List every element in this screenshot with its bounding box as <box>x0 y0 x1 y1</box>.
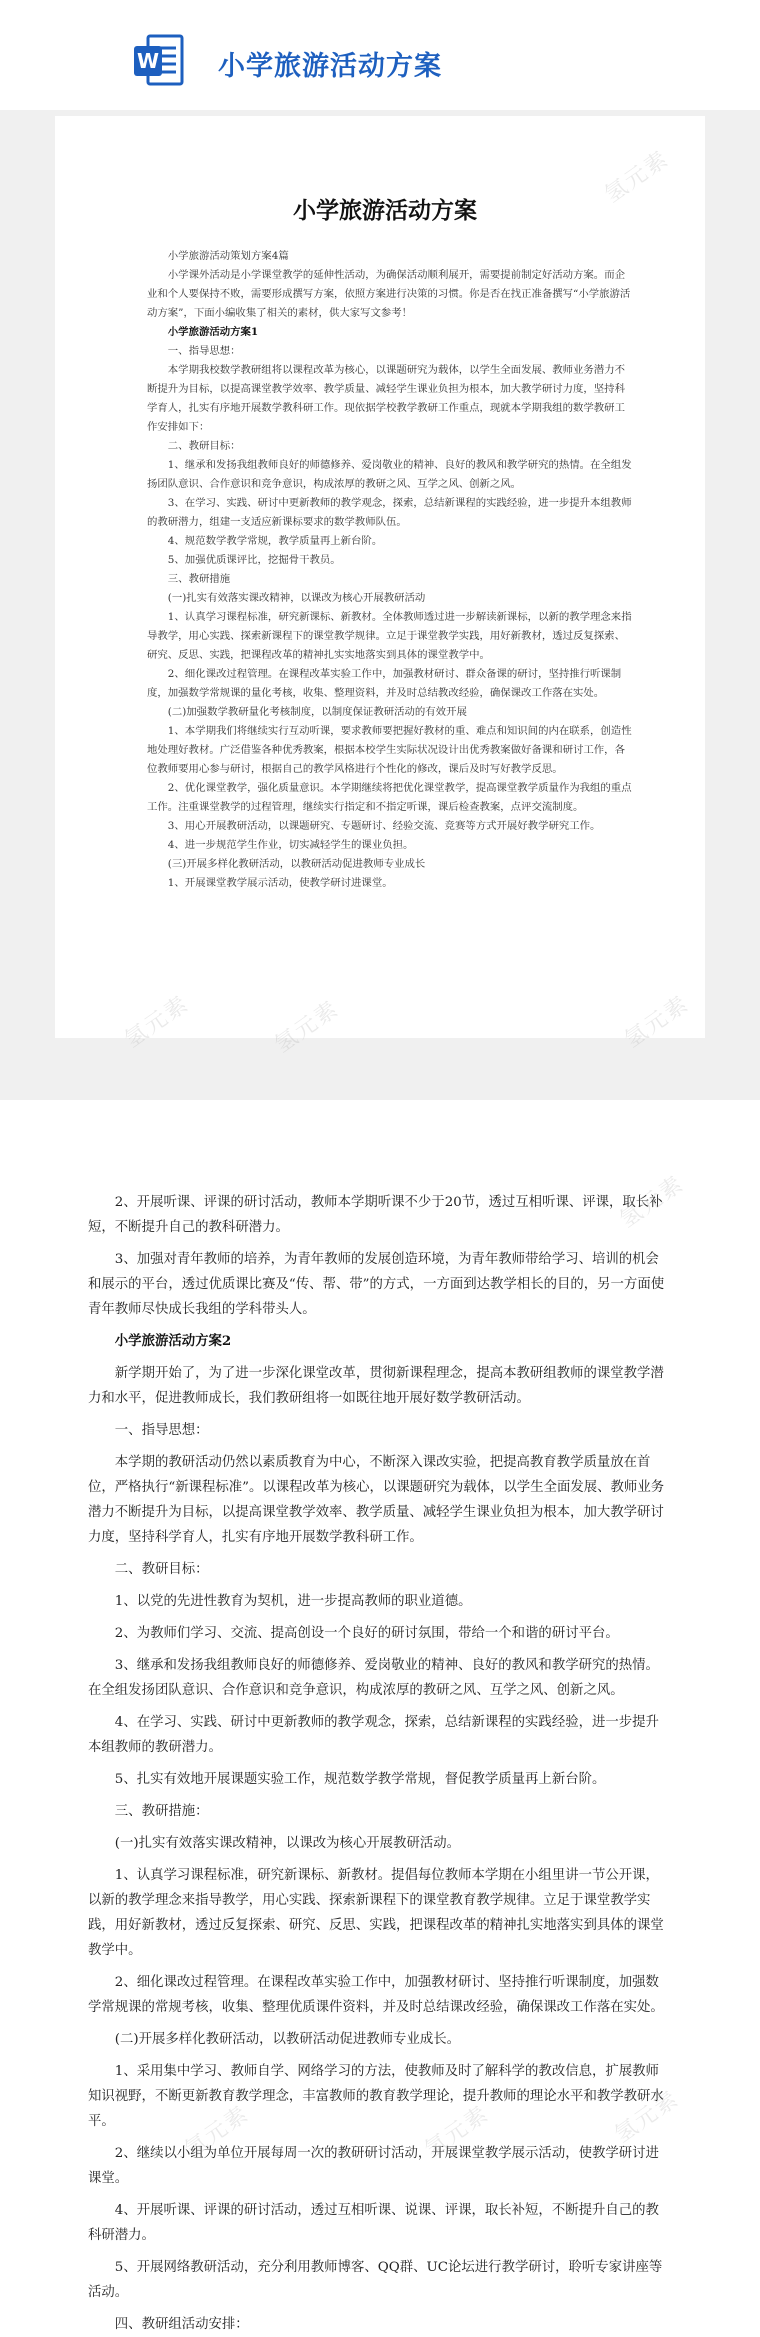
paragraph: 1、认真学习课程标准，研究新课标、新教材。提倡每位教师本学期在小组里讲一节公开课，以新的教学理念来指导教学，用心实践、探索新课程下的课堂教育教学规律。立足于课堂教学实践，用好新教材，透过反复探索、研究、反思、实践，把课程改革的精神扎实地落实到具体的课堂教学中。 <box>88 1868 664 1958</box>
brand-title: 小学旅游活动方案 <box>218 51 442 82</box>
document-title: 小学旅游活动方案 <box>293 198 477 224</box>
paragraph: (一)扎实有效落实课改精神，以课改为核心开展教研活动 <box>167 592 426 604</box>
paragraph: 一、指导思想： <box>114 1423 209 1438</box>
document-page-2 <box>0 1100 760 2332</box>
watermark: 氢元素 <box>180 2101 254 2164</box>
svg-text:W: W <box>136 49 160 73</box>
paragraph: (三)开展多样化教研活动，以教研活动促进教师专业成长 <box>167 858 426 870</box>
brand-header <box>0 0 760 110</box>
paragraph: 1、认真学习课程标准，研究新课标、新教材。全体教师透过进一步解读新课标，以新的教学理念来指导教学，用心实践、探索新课程下的课堂教学规律。立足于课堂教学实践，用好新教材，透过反复探索、研究、反思、实践，把课程改革的精神扎实实地落实到具体的课堂教学中。 <box>147 611 632 661</box>
paragraph: 1、开展课堂教学展示活动，使教学研讨进课堂。 <box>167 877 393 889</box>
paragraph: 2、细化课改过程管理。在课程改革实验工作中，加强教材研讨、坚持推行听课制度，加强数学常规课的常规考核，收集、整理优质课件资料，并及时总结课改经验，确保课改工作落在实处。 <box>88 1975 664 2015</box>
paragraph: 三、教研措施： <box>114 1804 209 1819</box>
paragraph: 二、教研目标： <box>167 440 241 452</box>
paragraph: 小学课外活动是小学课堂教学的延伸性活动，为确保活动顺利展开，需要提前制定好活动方案。而企业和个人要保持不败，需要形成撰写方案，依照方案进行决策的习惯。你是否在找正准备撰写“小学旅游活动方案”，下面小编收集了相关的素材，供大家写文参考！ <box>147 269 631 319</box>
paragraph: 1、继承和发扬我组教师良好的师德修养、爱岗敬业的精神、良好的教风和教学研究的热情。在全组发扬团队意识、合作意识和竞争意识，构成浓厚的教研之风、互学之风、创新之风。 <box>147 459 632 490</box>
paragraph: 5、扎实有效地开展课题实验工作，规范数学教学常规，督促教学质量再上新台阶。 <box>114 1772 606 1787</box>
document-page-1 <box>55 116 705 1038</box>
paragraph: 3、继承和发扬我组教师良好的师德修养、爱岗敬业的精神、良好的教风和教学研究的热情。在全组发扬团队意识、合作意识和竞争意识，构成浓厚的教研之风、互学之风、创新之风。 <box>88 1658 659 1698</box>
watermark: 氢元素 <box>620 991 694 1054</box>
paragraph: 一、指导思想： <box>167 345 241 357</box>
watermark: 氢元素 <box>615 1171 689 1234</box>
paragraph: 1、本学期我们将继续实行互动听课，要求教师要把握好教材的重、难点和知识间的内在联系，创造性地处理好教材。广泛借鉴各种优秀教案，根据本校学生实际状况设计出优秀教案做好备课和研讨工作，各位教师要用心参与研讨，根据自己的教学风格进行个性化的修改，课后及时写好教学反思。 <box>147 725 632 775</box>
watermark: 氢元素 <box>120 991 194 1054</box>
paragraph: 三、教研措施 <box>167 573 231 585</box>
paragraph: 4、在学习、实践、研讨中更新教师的教学观念，探索，总结新课程的实践经验，进一步提升本组教师的教研潜力。 <box>88 1715 659 1755</box>
paragraph: 5、加强优质课评比，挖掘骨干教员。 <box>167 554 341 566</box>
section-heading: 小学旅游活动方案2 <box>114 1333 232 1349</box>
paragraph: 2、开展听课、评课的研讨活动，教师本学期听课不少于20节，透过互相听课、评课，取长补短，不断提升自己的教科研潜力。 <box>88 1195 663 1235</box>
paragraph: 二、教研目标： <box>114 1562 209 1577</box>
paragraph: 1、采用集中学习、教师自学、网络学习的方法，使教师及时了解科学的教改信息，扩展教师知识视野，不断更新教育教学理念，丰富教师的教育教学理论，提升教师的理论水平和教学教研水平。 <box>88 2064 664 2129</box>
watermark: 氢元素 <box>610 2086 684 2149</box>
paragraph: 3、加强对青年教师的培养，为青年教师的发展创造环境，为青年教师带给学习、培训的机会和展示的平台，透过优质课比赛及“传、帮、带”的方式，一方面到达教学相长的目的，另一方面使青年教师尽快成长我组的学科带头人。 <box>88 1252 665 1317</box>
paragraph: 本学期我校数学教研组将以课程改革为核心，以课题研究为载体，以学生全面发展、教师业务潜力不断提升为目标，以提高课堂教学效率、教学质量、减轻学生课业负担为根本，加大教学研讨力度，坚持科学育人，扎实有序地开展数学教科研工作。现依据学校教学教研工作重点，现就本学期我组的数学教研工作安排如下： <box>147 364 625 433</box>
watermark: 氢元素 <box>420 2101 494 2164</box>
paragraph: 1、以党的先进性教育为契机，进一步提高教师的职业道德。 <box>114 1594 472 1609</box>
watermark: 氢元素 <box>270 996 344 1059</box>
paragraph: 2、继续以小组为单位开展每周一次的教研研讨活动，开展课堂教学展示活动，使教学研讨进课堂。 <box>88 2146 659 2186</box>
section-heading: 小学旅游活动方案1 <box>167 326 259 338</box>
paragraph: 3、在学习、实践、研讨中更新教师的教学观念，探索，总结新课程的实践经验，进一步提升本组教师的教研潜力，组建一支适应新课标要求的数学教师队伍。 <box>147 497 632 528</box>
paragraph: 4、进一步规范学生作业，切实减轻学生的课业负担。 <box>167 839 414 851</box>
word-document-icon <box>130 32 200 92</box>
paragraph: 新学期开始了，为了进一步深化课堂改革，贯彻新课程理念，提高本教研组教师的课堂教学潜力和水平，促进教师成长，我们教研组将一如既往地开展好数学教研活动。 <box>88 1366 664 1406</box>
paragraph: 4、开展听课、评课的研讨活动，透过互相听课、说课、评课，取长补短，不断提升自己的教科研潜力。 <box>88 2203 659 2243</box>
paragraph: 本学期的教研活动仍然以素质教育为中心，不断深入课改实验，把提高教育教学质量放在首位，严格执行“新课程标准”。以课程改革为核心，以课题研究为载体，以学生全面发展、教师业务潜力不断提升为目标，以提高课堂教学效率、教学质量、减轻学生课业负担为根本，加大教学研讨力度，坚持科学育人，扎实有序地开展数学教科研工作。 <box>88 1455 665 1545</box>
paragraph: 5、开展网络教研活动，充分利用教师博客、QQ群、UC论坛进行教学研讨，聆听专家讲座等活动。 <box>88 2260 663 2300</box>
paragraph: 小学旅游活动策划方案4篇 <box>167 250 289 262</box>
watermark: 氢元素 <box>600 146 674 209</box>
paragraph: (二)加强数学教研量化考核制度，以制度保证教研活动的有效开展 <box>167 706 467 718</box>
page-1-body <box>147 247 633 893</box>
paragraph: 2、优化课堂教学，强化质量意识。本学期继续将把优化课堂教学，提高课堂教学质量作为我组的重点工作。注重课堂教学的过程管理，继续实行指定和不指定听课，课后检查教案，点评交流制度。 <box>147 782 632 813</box>
paragraph: 4、规范数学教学常规，教学质量再上新台阶。 <box>167 535 383 547</box>
paragraph: (二)开展多样化教研活动，以教研活动促进教师专业成长。 <box>114 2032 461 2047</box>
paragraph: (一)扎实有效落实课改精神，以课改为核心开展教研活动。 <box>114 1836 461 1851</box>
paragraph: 2、细化课改过程管理。在课程改革实验工作中，加强教材研讨、群众备课的研讨，坚持推行听课制度，加强数学常规课的量化考核，收集、整理资料，并及时总结教改经验，确保课改工作落在实处。 <box>147 668 622 699</box>
paragraph: 2、为教师们学习、交流、提高创设一个良好的研讨氛围，带给一个和谐的研讨平台。 <box>114 1626 619 1641</box>
paragraph: 四、教研组活动安排： <box>114 2317 249 2332</box>
paragraph: 3、用心开展教研活动，以课题研究、专题研讨、经验交流、竞赛等方式开展好教学研究工作。 <box>167 820 601 832</box>
page-2-body <box>88 1190 672 2337</box>
